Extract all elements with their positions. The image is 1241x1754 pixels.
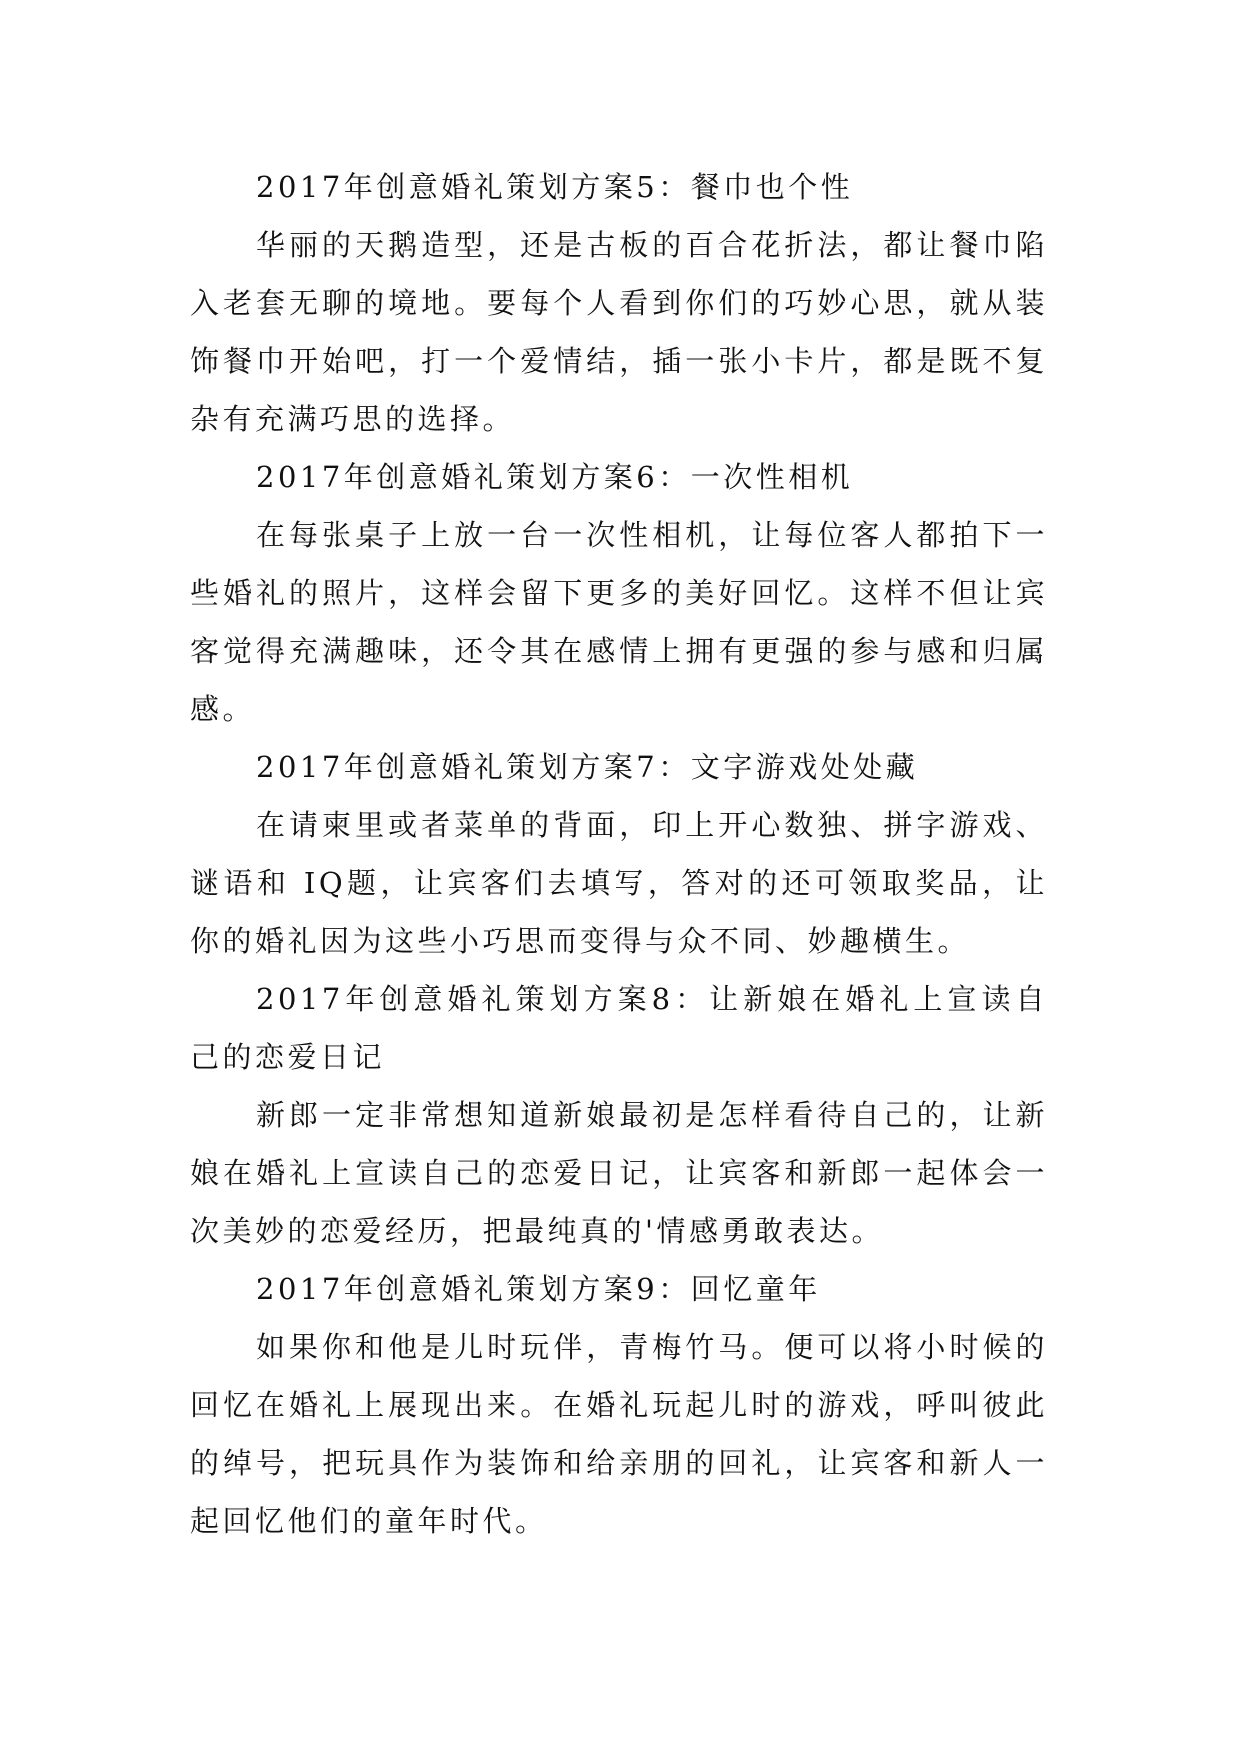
heading-plan-9: 2017年创意婚礼策划方案9：回忆童年: [256, 1272, 821, 1306]
heading-plan-5: 2017年创意婚礼策划方案5：餐巾也个性: [256, 170, 854, 204]
paragraph-plan-5: 华丽的天鹅造型，还是古板的百合花折法，都让餐巾陷入老套无聊的境地。要每个人看到你们的巧妙心思，就从装饰餐巾开始吧，打一个爱情结，插一张小卡片，都是既不复杂有充满巧思的选择。: [190, 228, 1048, 436]
paragraph-plan-8: 新郎一定非常想知道新娘最初是怎样看待自己的，让新娘在婚礼上宣读自己的恋爱日记，让宾客和新郎一起体会一次美妙的恋爱经历，把最纯真的'情感勇敢表达。: [190, 1098, 1048, 1248]
heading-plan-6: 2017年创意婚礼策划方案6：一次性相机: [256, 460, 854, 494]
paragraph-plan-7: 在请柬里或者菜单的背面，印上开心数独、拼字游戏、谜语和 IQ题，让宾客们去填写，答对的还可领取奖品，让你的婚礼因为这些小巧思而变得与众不同、妙趣横生。: [190, 808, 1048, 958]
document-body: [190, 158, 1048, 1550]
paragraph-plan-9: 如果你和他是儿时玩伴，青梅竹马。便可以将小时候的回忆在婚礼上展现出来。在婚礼玩起儿时的游戏，呼叫彼此的绰号，把玩具作为装饰和给亲朋的回礼，让宾客和新人一起回忆他们的童年时代。: [190, 1330, 1048, 1538]
paragraph-plan-6: 在每张桌子上放一台一次性相机，让每位客人都拍下一些婚礼的照片，这样会留下更多的美好回忆。这样不但让宾客觉得充满趣味，还令其在感情上拥有更强的参与感和归属感。: [190, 518, 1048, 726]
heading-plan-7: 2017年创意婚礼策划方案7：文字游戏处处藏: [256, 750, 919, 784]
heading-plan-8: 2017年创意婚礼策划方案8：让新娘在婚礼上宣读自己的恋爱日记: [190, 982, 1048, 1074]
